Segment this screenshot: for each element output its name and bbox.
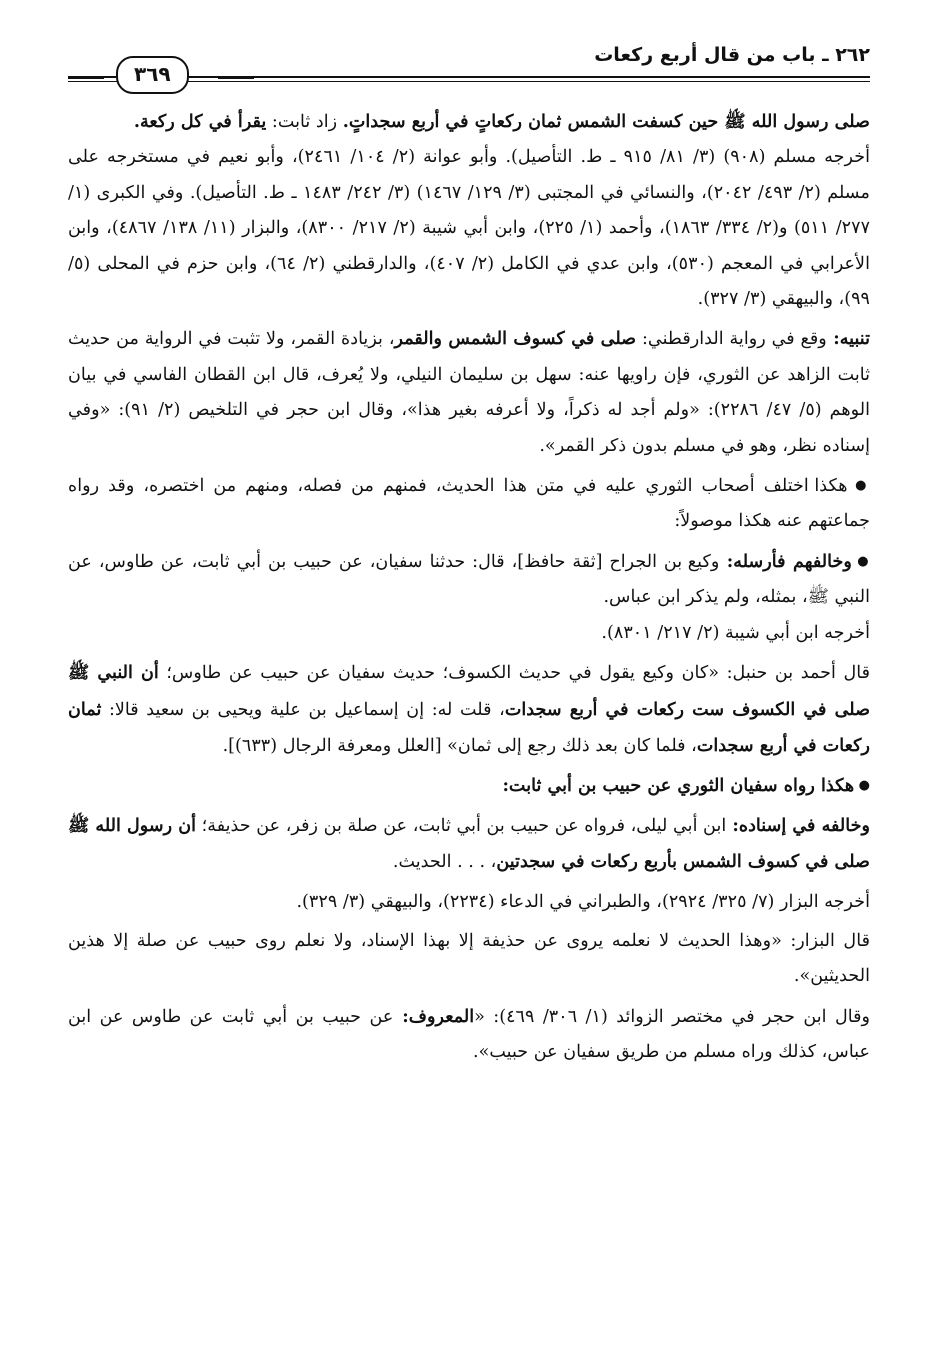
hadith-text: أن رسول الله ﷺ صلى في كسوف الشمس بأربع ركعات في سجدتين [68,814,870,873]
note-continuation: ، بزيادة القمر، ولا تثبت في الرواية من حديث ثابت الزاهد عن الثوري، فإن راويها عنه: سهل بن سليمان النيلي، ولا يُعرف، قال ابن القطان الفاسي في بيان الوهم (٥/ ٤٧/ ٢٢٨٦): «ولم أجد له ذكراً، ولا أعرفه بغير هذا»، وقال ابن حجر في التلخيص (٢/ ٩١): «وفي إسناده نظر، وهو في مسلم بدون ذكر القمر». [68,329,870,456]
quote-text-3: ، فلما كان بعد ذلك رجع إلى ثمان» [العلل ومعرفة الرجال (٦٣٣)]. [222,735,697,756]
paragraph-takhrij [68,140,870,317]
quote-text: قال البزار: «وهذا الحديث لا نعلمه يروى عن حذيفة إلا بهذا الإسناد، ولا نعلم روى حبيب عن صلة إلا هذين الحديثين». [68,930,870,987]
paragraph-bullet-thawri [68,768,870,803]
chain-text: ابن أبي ليلى، فرواه عن حبيب بن أبي ثابت، عن صلة بن زفر، عن حذيفة؛ [196,815,727,836]
page-body [68,104,870,1071]
quote-text-2: ، قلت له: إن إسماعيل بن علية ويحيى بن سعيد قالا: [101,699,505,720]
narration-note: زاد ثابت: [266,112,343,132]
paragraph-takhrij-bazzar [68,885,870,920]
note-text: وقع في رواية الدارقطني: [636,329,827,350]
bullet-text: وكيع بن الجراح [ثقة حافظ]، قال: حدثنا سفيان، عن حبيب بن أبي ثابت، عن طاوس، عن النبي ﷺ، بمثله، ولم يذكر ابن عباس. [68,551,870,608]
paragraph-note [68,321,870,464]
page-header [68,40,870,92]
paragraph-ibn-abi-layla [68,808,870,881]
paragraph-bullet-disagreement [68,468,870,540]
quote-text: وقال ابن حجر في مختصر الزوائد (١/ ٣٠٦/ ٤٦٩): « [474,1006,870,1027]
paragraph-bullet-waki [68,544,870,616]
quote-bold-1: أن النبي ﷺ صلى في الكسوف ست ركعات في أربع سجدات [68,662,871,720]
takhrij-text: أخرجه مسلم (٩٠٨) (٣/ ٨١/ ٩١٥ ـ ط. التأصيل). وأبو عوانة (٢/ ١٠٤/ ٢٤٦١)، وأبو نعيم في مستخرجه على مسلم (٢/ ٤٩٣/ ٢٠٤٢)، والنسائي في المجتبى (٣/ ١٢٩/ ١٤٦٧) (٣/ ٢٤٢/ ١٤٨٣ ـ ط. التأصيل). وفي الكبرى (١/ ٢٧٧/ ٥١١) و(٢/ ٣٣٤/ ١٨٦٣)، وأحمد (١/ ٢٢٥)، وابن أبي شيبة (٢/ ٢١٧/ ٨٣٠٠)، والبزار (١١/ ١٣٨/ ٤٨٦٧)، وابن الأعرابي في المعجم (٥٣٠)، وابن عدي في الكامل (٢/ ٤٠٧)، والدارقطني (٢/ ٦٤)، وابن حزم في المحلى (٥/ ٩٩)، والبيهقي (٣/ ٣٢٧). [68,147,871,310]
takhrij-text: أخرجه البزار (٧/ ٣٢٥/ ٢٩٢٤)، والطبراني في الدعاء (٢٢٣٤)، والبيهقي (٣/ ٣٢٩). [296,891,870,912]
badge-ornament-right [218,76,254,79]
paragraph-takhrij-ibn-abi-shayba [68,616,870,651]
bullet-text: هكذا اختلف أصحاب الثوري عليه في متن هذا الحديث، فمنهم من فصله، ومنهم من اختصره، وقد رواه جماعتهم عنه هكذا موصولاً: [68,476,870,532]
hadith-ending: ، . . . الحديث. [392,852,497,873]
bullet-text: هكذا رواه سفيان الثوري عن حبيب بن أبي ثابت: [502,775,855,797]
note-label: تنبيه: [826,328,870,350]
section-heading: وخالفه في إسناده: [726,814,870,836]
paragraph-ibn-hajar-quote [68,999,870,1071]
note-quote: صلى في كسوف الشمس والقمر [394,328,637,350]
quote-text-2: عن حبيب بن أبي ثابت عن طاوس عن ابن عباس، كذلك وراه مسلم من طريق سفيان عن حبيب». [68,1006,870,1063]
quote-text: قال أحمد بن حنبل: «كان وكيع يقول في حديث الكسوف؛ حديث سفيان عن حبيب عن طاوس؛ [158,663,871,684]
quote-bold: المعروف: [393,1005,475,1027]
book-page [68,40,870,1336]
running-title: ٢٦٢ ـ باب من قال أربع ركعات [594,44,870,66]
paragraph-ahmad-quote [68,655,870,764]
paragraph-bazzar-quote [68,924,870,995]
badge-ornament-left [68,76,104,79]
hadith-addition: يقرأ في كل ركعة. [133,111,267,132]
takhrij-text: أخرجه ابن أبي شيبة (٢/ ٢١٧/ ٨٣٠١). [601,622,870,643]
hadith-text: صلى رسول الله ﷺ حين كسفت الشمس ثمان ركعاتٍ في أربع سجداتٍ. [342,111,870,132]
page-number: ٣٦٩ [116,56,189,94]
paragraph-hadith-text [68,104,870,140]
quote-bold-2: ثمان ركعات في أربع سجدات [68,698,870,756]
bullet-heading: وخالفهم فأرسله: [719,550,852,572]
